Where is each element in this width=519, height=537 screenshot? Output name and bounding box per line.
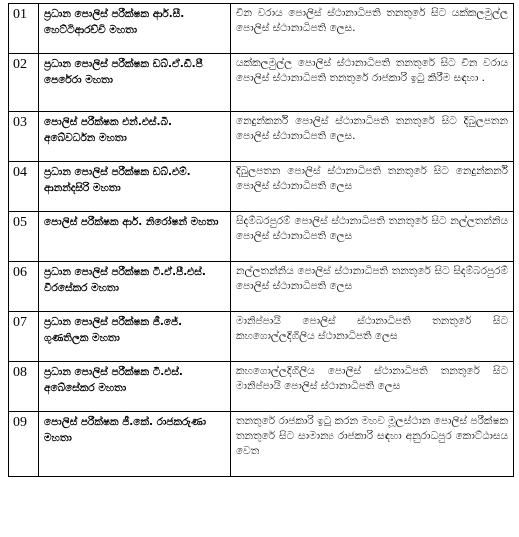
table-row	[9, 112, 514, 162]
table-body	[9, 4, 514, 477]
row-number: 01	[9, 4, 39, 54]
row-number: 05	[9, 212, 39, 262]
transfer-details: මානිප්පායි පොලිස් ස්ථානාධිපති තනතුරේ සිට කහගොල්ලදිගිලිය ස්ථානාධිපති ලෙස	[231, 312, 514, 362]
table-row	[9, 4, 514, 54]
table-row	[9, 162, 514, 212]
officer-name: පොලිස් පරීක්ෂක එන්.එස්.බී. අබේවර්ධන මහතා	[39, 112, 231, 162]
transfer-details: නල්ලතන්නිය පොලිස් ස්ථානාධිපති තනතුරේ සිට සිදම්බරපුරම් පොලිස් ස්ථානාධිපති ලෙස	[231, 262, 514, 312]
row-number: 02	[9, 54, 39, 112]
officer-name: ප්‍රධාන පොලිස් පරීක්ෂක ඩබ්.ඒ.ඩී.පී පෙරේරා මහතා	[39, 54, 231, 112]
table-row	[9, 312, 514, 362]
transfer-details: තනතුරේ රාජකාරි ඉටු කරන මහව මූලස්ථාන පොලිස් පරීක්ෂක තනතුරේ සිට සාමාන්‍ය රාජකාරි සඳහා අනුරාධපුර කොට්ඨාසය වෙත	[231, 412, 514, 477]
officer-name: ප්‍රධාන පොලිස් පරීක්ෂක ටී.එස්. අබේසේකර මහතා	[39, 362, 231, 412]
officer-name: ප්‍රධාන පොලිස් පරීක්ෂක ඩබ්.එම්. ආනන්දසිරි මහතා	[39, 162, 231, 212]
officer-name: පොලිස් පරීක්ෂක ජී.කේ. රාජකරුණා මහතා	[39, 412, 231, 477]
transfer-details: සිදම්බරපුරම් පොලිස් ස්ථානාධිපති තනතුරේ සිට නල්ලතන්නිය පොලිස් ස්ථානාධිපති ලෙස	[231, 212, 514, 262]
table-row	[9, 212, 514, 262]
officer-name: ප්‍රධාන පොලිස් පරීක්ෂක ආර්.සී. හෙට්ටිආරච්චි මහතා	[39, 4, 231, 54]
row-number: 09	[9, 412, 39, 477]
row-number: 04	[9, 162, 39, 212]
transfer-details: යක්කලමුල්ල පොලිස් ස්ථානාධිපති තනතුරේ සිට චීන වරාය පොලිස් ස්ථානාධිපති තනතුරේ රාජකාරි ඉටු කිරීම සඳහා .	[231, 54, 514, 112]
row-number: 03	[9, 112, 39, 162]
table-row	[9, 54, 514, 112]
row-number: 08	[9, 362, 39, 412]
officer-name: ප්‍රධාන පොලිස් පරීක්ෂක ජී.ජේ. ගුණතිලක මහතා	[39, 312, 231, 362]
transfer-table	[8, 3, 514, 477]
transfer-details: චීන වරාය පොලිස් ස්ථානාධිපති තනතුරේ සිට යක්කලමුල්ල පොලිස් ස්ථානාධිපති ලෙස.	[231, 4, 514, 54]
transfer-details: දිබුලපතන පොලිස් ස්ථානාධිපති තනතුරේ සිට නෙදුන්කර්නි පොලිස් ස්ථානාධිපති ලෙස	[231, 162, 514, 212]
table-row	[9, 412, 514, 477]
officer-name: පොලිස් පරීක්ෂක ආර්. නිරෝෂන් මහතා	[39, 212, 231, 262]
transfer-details: නෙදුන්කර්නි පොලිස් ස්ථානාධිපති තනතුරේ සිට දිබුලපතන පොලිස් ස්ථානාධිපති ලෙස.	[231, 112, 514, 162]
transfer-details: කහගොල්ලදිගිලිය පොලිස් ස්ථානාධිපති තනතුරේ සිට මානිප්පායි පොලිස් ස්ථානාධිපති ලෙස	[231, 362, 514, 412]
row-number: 07	[9, 312, 39, 362]
officer-name: ප්‍රධාන පොලිස් පරීක්ෂක ටී.ඒ.පී.එස්. වීරසේකර මහතා	[39, 262, 231, 312]
table-row	[9, 362, 514, 412]
row-number: 06	[9, 262, 39, 312]
table-row	[9, 262, 514, 312]
